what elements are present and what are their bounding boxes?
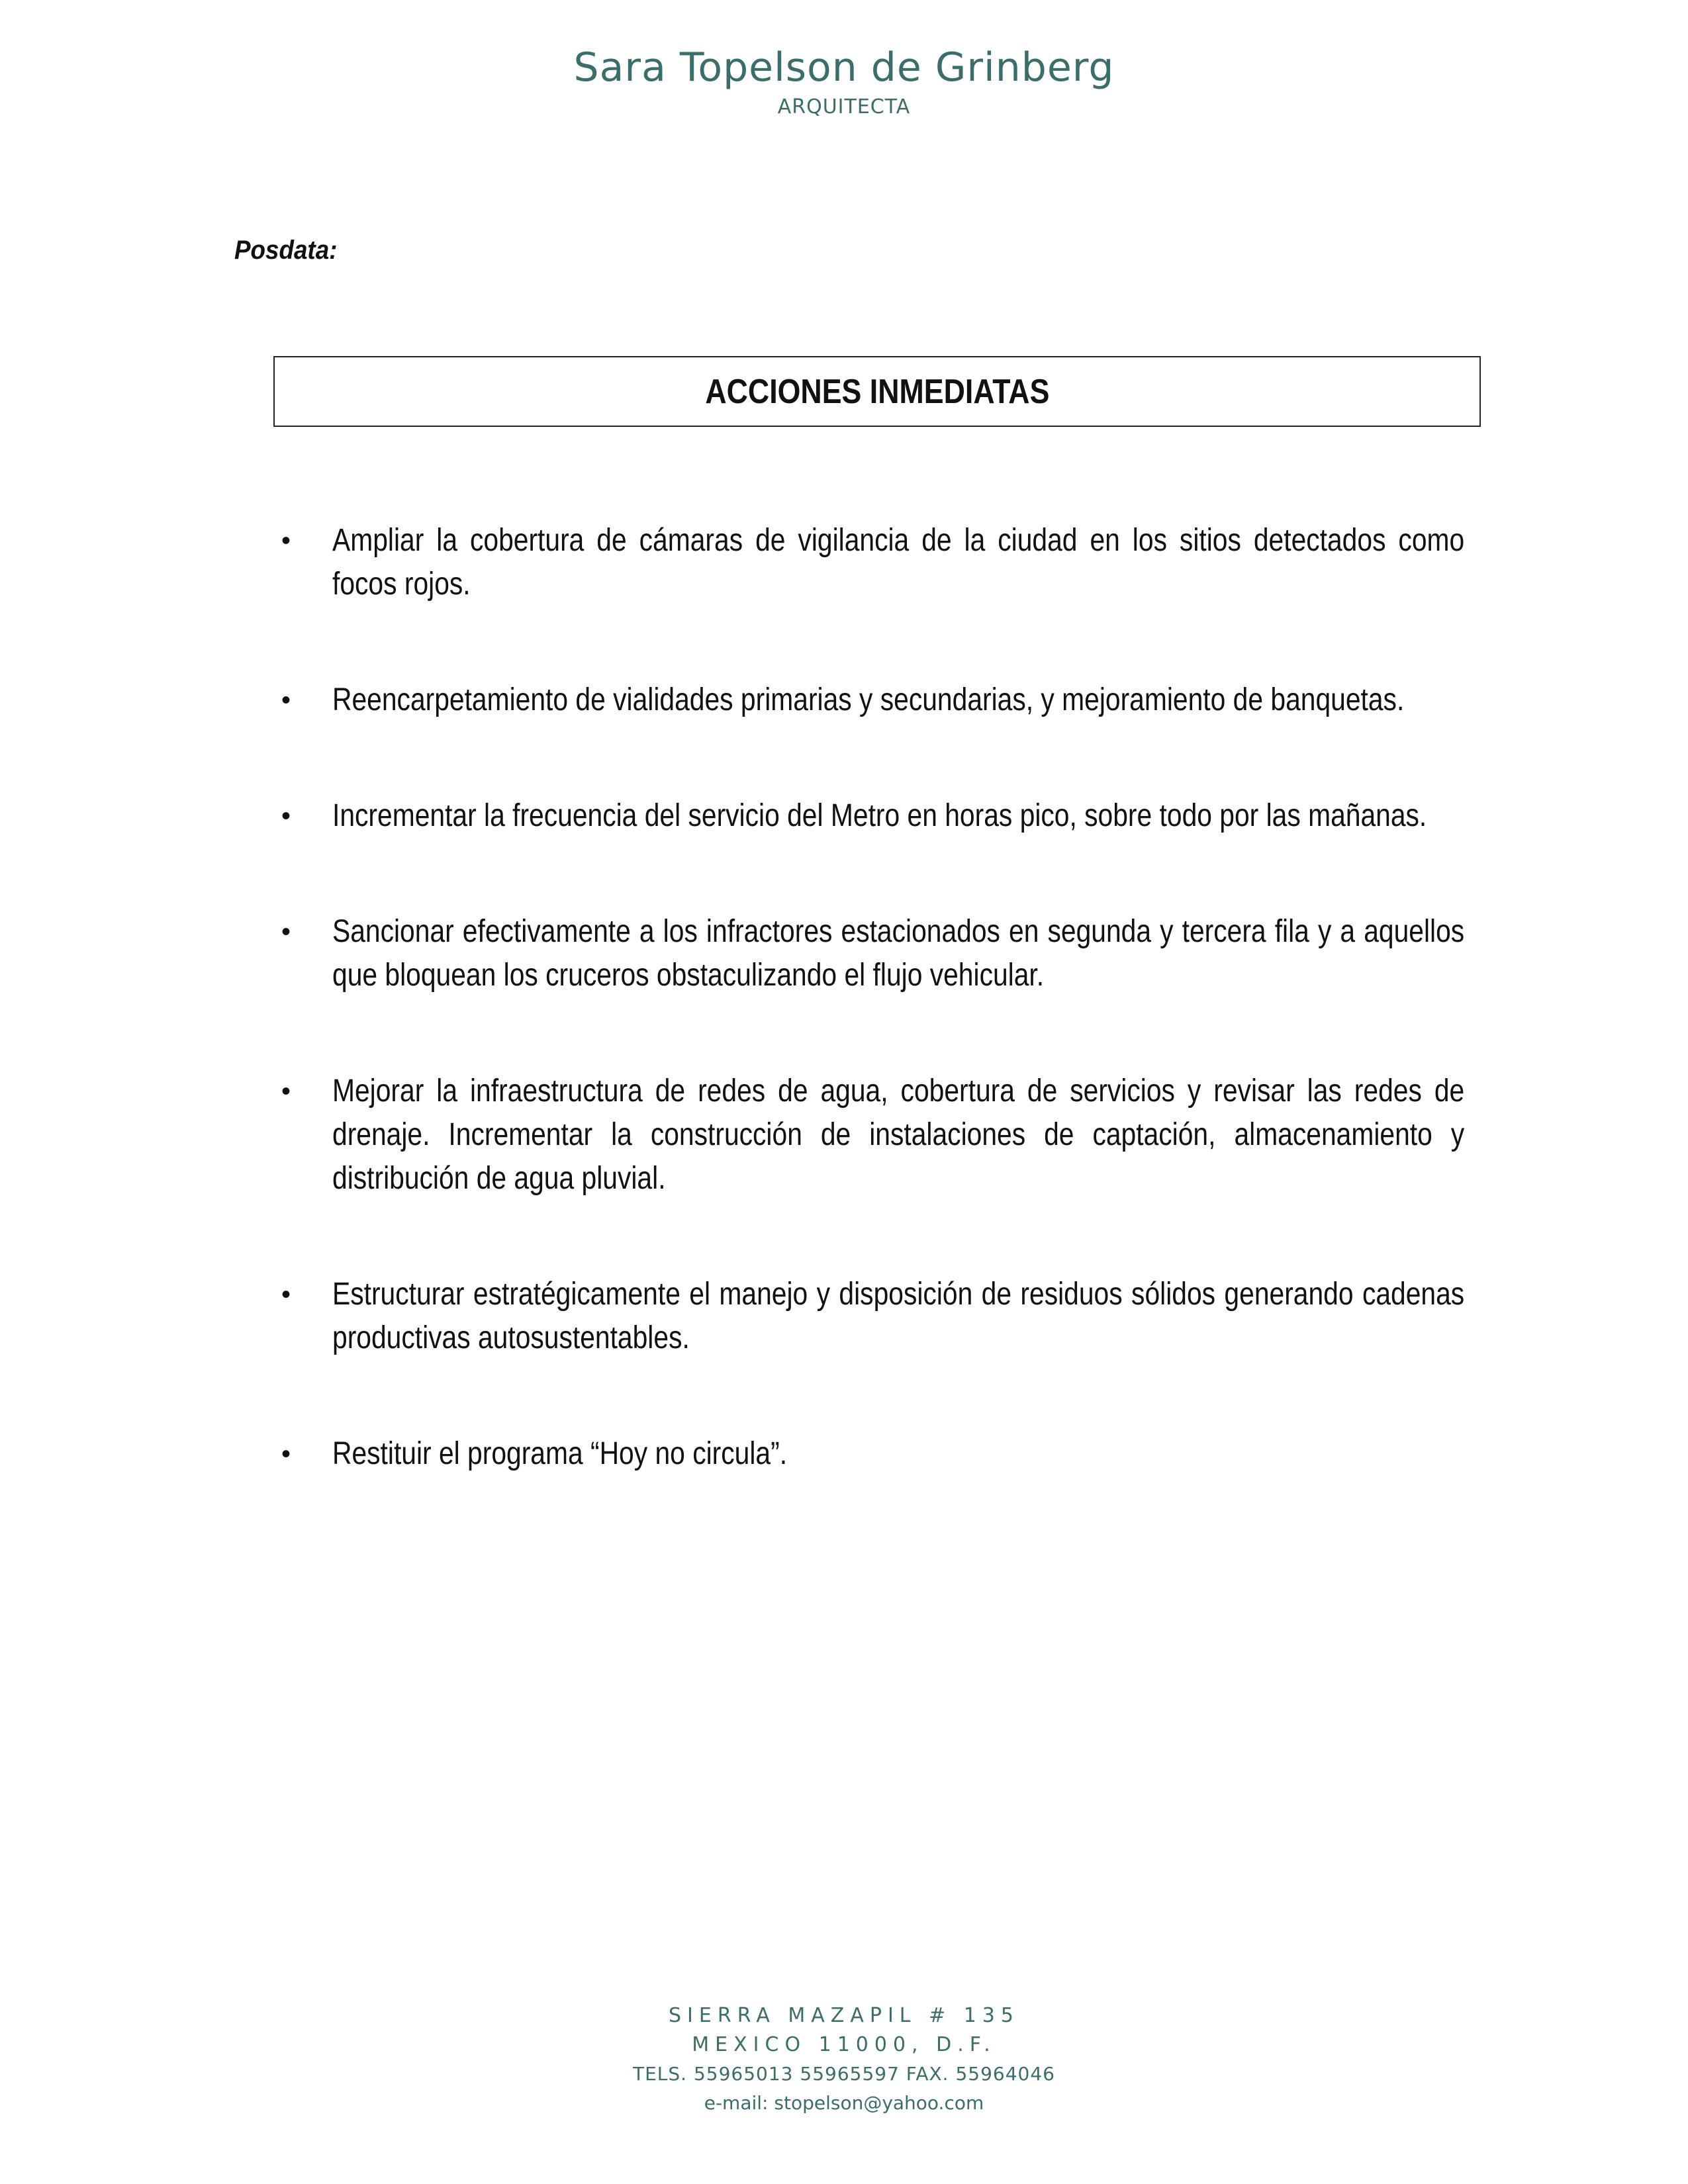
letterhead-subtitle: ARQUITECTA: [777, 95, 911, 118]
postscript-label: Posdata:: [234, 236, 338, 265]
list-item-text: Reencarpetamiento de vialidades primarias y secundarias, y mejoramiento de banquetas.: [332, 682, 1405, 717]
bullet-icon: •: [281, 917, 291, 946]
bullet-icon: •: [281, 526, 291, 555]
bullet-icon: •: [281, 686, 291, 715]
footer-address-line1: SIERRA MAZAPIL # 135: [669, 2004, 1019, 2027]
list-item-text: Ampliar la cobertura de cámaras de vigilancia de la ciudad en los sitios detectados como focos rojos.: [332, 523, 1465, 602]
list-item-text: Restituir el programa “Hoy no circula”.: [332, 1436, 788, 1471]
bullet-icon: •: [281, 1439, 291, 1469]
bullet-icon: •: [281, 801, 291, 831]
list-item: [281, 519, 1479, 606]
list-item: [281, 910, 1479, 997]
list-item: [281, 794, 1479, 838]
letterhead-name: Sara Topelson de Grinberg: [573, 44, 1115, 91]
list-item: [281, 678, 1479, 722]
list-item-text: Sancionar efectivamente a los infractores estacionados en segunda y tercera fila y a aquellos que bloquean los cruceros obstaculizando el flujo vehicular.: [332, 914, 1465, 993]
footer-email: e-mail: stopelson@yahoo.com: [704, 2092, 984, 2114]
list-item-text: Incrementar la frecuencia del servicio del Metro en horas pico, sobre todo por las mañanas.: [332, 798, 1427, 833]
page-title: ACCIONES INMEDIATAS: [704, 372, 1050, 411]
list-item: [281, 1432, 1479, 1476]
footer: [0, 2001, 1688, 2118]
list-item-text: Mejorar la infraestructura de redes de agua, cobertura de servicios y revisar las redes de drenaje. Incrementar la construcción de instalaciones de captación, almacenamiento y distribución de agua pluvial.: [332, 1073, 1465, 1196]
list-item: [281, 1273, 1479, 1360]
bullet-icon: •: [281, 1077, 291, 1106]
footer-address-line2: MEXICO 11000, D.F.: [692, 2033, 996, 2056]
list-item: [281, 1069, 1479, 1201]
footer-phones: TELS. 55965013 55965597 FAX. 55964046: [633, 2063, 1055, 2085]
list-item-text: Estructurar estratégicamente el manejo y disposición de residuos sólidos generando cadenas productivas autosustentables.: [332, 1277, 1465, 1355]
bullet-icon: •: [281, 1280, 291, 1309]
